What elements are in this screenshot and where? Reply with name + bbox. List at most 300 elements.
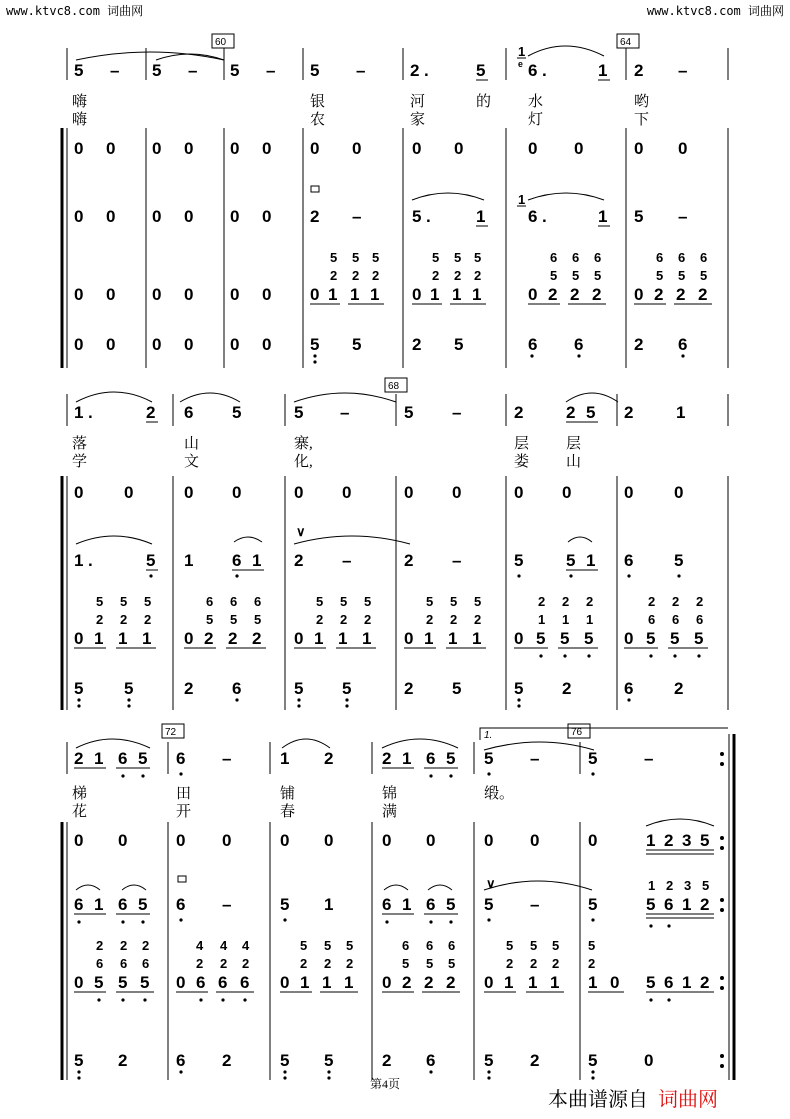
svg-text:1: 1 <box>538 612 546 627</box>
svg-text:1: 1 <box>518 192 526 207</box>
svg-text:1: 1 <box>314 629 324 648</box>
svg-text:6: 6 <box>550 250 558 265</box>
svg-text:6: 6 <box>664 895 674 914</box>
svg-text:5: 5 <box>124 679 134 698</box>
svg-text:河: 河 <box>410 94 426 110</box>
svg-text:0: 0 <box>152 285 162 304</box>
svg-text:5: 5 <box>586 403 596 422</box>
svg-text:3: 3 <box>684 878 692 893</box>
svg-text:2: 2 <box>588 956 596 971</box>
svg-text:6: 6 <box>574 335 584 354</box>
svg-text:5: 5 <box>426 956 434 971</box>
svg-text:6: 6 <box>96 956 104 971</box>
svg-text:2: 2 <box>700 973 710 992</box>
header-left-url[interactable]: www.ktvc8.com 词曲网 <box>6 4 144 18</box>
svg-text:5: 5 <box>330 250 338 265</box>
svg-text:1: 1 <box>324 895 334 914</box>
svg-text:2: 2 <box>412 335 422 354</box>
svg-text:6: 6 <box>648 612 656 627</box>
svg-text:2: 2 <box>404 551 414 570</box>
svg-text:–: – <box>342 551 352 570</box>
svg-text:5: 5 <box>138 895 148 914</box>
svg-text:2: 2 <box>698 285 708 304</box>
svg-text:6: 6 <box>196 973 206 992</box>
svg-text:0: 0 <box>644 1051 654 1070</box>
svg-text:春: 春 <box>280 804 296 820</box>
bar-number-72: 72 <box>165 727 177 738</box>
svg-text:0: 0 <box>74 483 84 502</box>
svg-text:1: 1 <box>430 285 440 304</box>
svg-text:2: 2 <box>300 956 308 971</box>
svg-text:5: 5 <box>280 895 290 914</box>
svg-text:5: 5 <box>646 895 656 914</box>
svg-text:6: 6 <box>232 679 242 698</box>
svg-text:2: 2 <box>454 268 462 283</box>
svg-text:5: 5 <box>146 551 156 570</box>
svg-text:5: 5 <box>588 938 596 953</box>
svg-text:0: 0 <box>184 285 194 304</box>
svg-text:2: 2 <box>674 679 684 698</box>
svg-text:5: 5 <box>474 250 482 265</box>
svg-text:2: 2 <box>252 629 262 648</box>
svg-text:2: 2 <box>648 594 656 609</box>
svg-text:1: 1 <box>118 629 128 648</box>
svg-text:6: 6 <box>426 749 436 768</box>
svg-text:哟: 哟 <box>634 94 650 110</box>
svg-text:2: 2 <box>548 285 558 304</box>
svg-text:0: 0 <box>426 831 436 850</box>
svg-text:1: 1 <box>280 749 290 768</box>
svg-text:锦: 锦 <box>382 786 398 802</box>
svg-text:5: 5 <box>674 551 684 570</box>
svg-text:层: 层 <box>514 436 530 452</box>
svg-text:1: 1 <box>350 285 360 304</box>
svg-text:5: 5 <box>230 612 238 627</box>
svg-text:5: 5 <box>432 250 440 265</box>
svg-text:6: 6 <box>118 749 128 768</box>
svg-text:6: 6 <box>426 895 436 914</box>
svg-text:2: 2 <box>634 335 644 354</box>
svg-text:开: 开 <box>176 804 192 820</box>
svg-text:6: 6 <box>120 956 128 971</box>
svg-text:5: 5 <box>646 973 656 992</box>
svg-text:5: 5 <box>300 938 308 953</box>
svg-text:2: 2 <box>346 956 354 971</box>
svg-text:2: 2 <box>96 938 104 953</box>
svg-text:0: 0 <box>342 483 352 502</box>
svg-text:0: 0 <box>514 483 524 502</box>
svg-text:4: 4 <box>196 938 204 953</box>
svg-text:5: 5 <box>454 335 464 354</box>
svg-text:2: 2 <box>700 895 710 914</box>
svg-text:–: – <box>530 749 540 768</box>
svg-text:1: 1 <box>370 285 380 304</box>
svg-text:–: – <box>222 895 232 914</box>
svg-text:1: 1 <box>142 629 152 648</box>
svg-text:2: 2 <box>538 594 546 609</box>
svg-text:2: 2 <box>566 403 576 422</box>
svg-text:5: 5 <box>670 629 680 648</box>
svg-text:5: 5 <box>352 335 362 354</box>
svg-text:6: 6 <box>118 895 128 914</box>
svg-text:5: 5 <box>316 594 324 609</box>
svg-text:0: 0 <box>574 139 584 158</box>
svg-text:家: 家 <box>410 112 426 128</box>
svg-text:2: 2 <box>372 268 380 283</box>
svg-text:2: 2 <box>242 956 250 971</box>
svg-text:1: 1 <box>562 612 570 627</box>
svg-text:0: 0 <box>528 139 538 158</box>
svg-text:2: 2 <box>228 629 238 648</box>
svg-text:.: . <box>542 61 547 80</box>
svg-text:0: 0 <box>74 629 84 648</box>
svg-text:5: 5 <box>294 403 304 422</box>
svg-text:1: 1 <box>184 551 194 570</box>
svg-text:6: 6 <box>426 938 434 953</box>
svg-text:0: 0 <box>152 335 162 354</box>
svg-text:5: 5 <box>454 250 462 265</box>
svg-text:0: 0 <box>412 285 422 304</box>
svg-text:5: 5 <box>138 749 148 768</box>
svg-text:2: 2 <box>146 403 156 422</box>
svg-text:缎。: 缎。 <box>484 786 515 802</box>
svg-text:6: 6 <box>448 938 456 953</box>
svg-text:0: 0 <box>184 207 194 226</box>
svg-text:1: 1 <box>472 629 482 648</box>
system-3 <box>62 724 734 1080</box>
melody-line-2 <box>74 403 685 422</box>
svg-text:6: 6 <box>700 250 708 265</box>
svg-text:6: 6 <box>656 250 664 265</box>
svg-text:2: 2 <box>530 956 538 971</box>
svg-text:5: 5 <box>206 612 214 627</box>
svg-text:0: 0 <box>184 629 194 648</box>
svg-text:6: 6 <box>232 551 242 570</box>
svg-text:.: . <box>424 61 429 80</box>
svg-text:ᵉ: ᵉ <box>518 58 523 73</box>
svg-text:5: 5 <box>426 594 434 609</box>
svg-text:5: 5 <box>530 938 538 953</box>
svg-text:6: 6 <box>230 594 238 609</box>
svg-text:1: 1 <box>588 973 598 992</box>
lyric-2-3: 花 <box>72 804 88 820</box>
svg-text:2: 2 <box>562 594 570 609</box>
svg-text:5: 5 <box>310 335 320 354</box>
svg-text:2: 2 <box>310 207 320 226</box>
svg-text:6: 6 <box>218 973 228 992</box>
svg-text:2: 2 <box>552 956 560 971</box>
svg-text:寨,: 寨, <box>294 436 313 452</box>
svg-text:5: 5 <box>74 1051 84 1070</box>
svg-text:1: 1 <box>338 629 348 648</box>
svg-text:4: 4 <box>242 938 250 953</box>
svg-text:0: 0 <box>280 973 290 992</box>
bar-number-76: 76 <box>571 727 583 738</box>
svg-text:.: . <box>88 403 93 422</box>
svg-text:–: – <box>452 403 462 422</box>
svg-text:1: 1 <box>648 878 656 893</box>
melody-line-3 <box>74 749 653 768</box>
svg-text:0: 0 <box>118 831 128 850</box>
svg-text:0: 0 <box>624 629 634 648</box>
svg-text:5: 5 <box>514 551 524 570</box>
svg-text:1: 1 <box>586 551 596 570</box>
svg-text:2: 2 <box>654 285 664 304</box>
svg-text:文: 文 <box>184 454 200 470</box>
svg-text:2: 2 <box>696 594 704 609</box>
svg-text:5: 5 <box>364 594 372 609</box>
svg-text:1: 1 <box>550 973 560 992</box>
svg-text:1: 1 <box>598 207 608 226</box>
svg-text:2: 2 <box>330 268 338 283</box>
svg-text:2: 2 <box>220 956 228 971</box>
svg-text:0: 0 <box>310 285 320 304</box>
svg-text:2: 2 <box>120 612 128 627</box>
volta-1: 1. <box>484 730 493 741</box>
svg-text:1: 1 <box>586 612 594 627</box>
svg-text:1: 1 <box>74 403 84 422</box>
svg-text:5: 5 <box>694 629 704 648</box>
svg-text:5: 5 <box>560 629 570 648</box>
svg-text:5: 5 <box>324 1051 334 1070</box>
svg-text:2: 2 <box>324 956 332 971</box>
svg-text:6: 6 <box>696 612 704 627</box>
svg-text:5: 5 <box>536 629 546 648</box>
svg-text:5: 5 <box>74 61 84 80</box>
svg-text:的: 的 <box>476 94 492 110</box>
svg-text:0: 0 <box>562 483 572 502</box>
svg-text:5: 5 <box>584 629 594 648</box>
svg-text:水: 水 <box>528 94 544 110</box>
svg-text:6: 6 <box>672 612 680 627</box>
svg-text:5: 5 <box>484 749 494 768</box>
svg-text:1: 1 <box>682 895 692 914</box>
svg-text:5: 5 <box>324 938 332 953</box>
lyric-2-2: 学 <box>72 454 88 470</box>
svg-text:1: 1 <box>518 44 526 59</box>
svg-text:2: 2 <box>96 612 104 627</box>
svg-text:0: 0 <box>588 831 598 850</box>
svg-text:6: 6 <box>206 594 214 609</box>
svg-text:5: 5 <box>402 956 410 971</box>
svg-text:化,: 化, <box>294 454 313 470</box>
svg-text:6: 6 <box>402 938 410 953</box>
svg-text:5: 5 <box>280 1051 290 1070</box>
svg-text:1: 1 <box>424 629 434 648</box>
svg-text:5: 5 <box>566 551 576 570</box>
svg-text:0: 0 <box>184 483 194 502</box>
svg-text:5: 5 <box>342 679 352 698</box>
svg-text:灯: 灯 <box>528 112 544 128</box>
svg-text:2: 2 <box>562 679 572 698</box>
svg-text:6: 6 <box>176 895 186 914</box>
svg-text:–: – <box>266 61 276 80</box>
svg-text:0: 0 <box>176 973 186 992</box>
svg-text:0: 0 <box>452 483 462 502</box>
svg-text:2: 2 <box>432 268 440 283</box>
svg-text:2: 2 <box>424 973 434 992</box>
svg-text:–: – <box>644 749 654 768</box>
svg-text:层: 层 <box>566 436 582 452</box>
svg-text:5: 5 <box>452 679 462 698</box>
svg-text:0: 0 <box>528 285 538 304</box>
svg-text:6: 6 <box>624 679 634 698</box>
svg-text:0: 0 <box>222 831 232 850</box>
svg-text:5: 5 <box>484 1051 494 1070</box>
svg-text:5: 5 <box>94 973 104 992</box>
svg-text:∨: ∨ <box>486 876 496 891</box>
svg-text:6: 6 <box>176 749 186 768</box>
svg-text:1: 1 <box>300 973 310 992</box>
svg-text:0: 0 <box>106 335 116 354</box>
svg-text:0: 0 <box>352 139 362 158</box>
svg-text:5: 5 <box>294 679 304 698</box>
svg-text:5: 5 <box>646 629 656 648</box>
header-right-url[interactable]: www.ktvc8.com 词曲网 <box>646 4 784 18</box>
svg-text:0: 0 <box>262 285 272 304</box>
svg-text:2: 2 <box>666 878 674 893</box>
svg-text:2: 2 <box>450 612 458 627</box>
svg-text:5: 5 <box>506 938 514 953</box>
svg-text:2: 2 <box>382 749 392 768</box>
svg-text:2: 2 <box>294 551 304 570</box>
svg-text:0: 0 <box>634 285 644 304</box>
svg-text:1: 1 <box>598 61 608 80</box>
svg-text:2: 2 <box>446 973 456 992</box>
bar-number-68: 68 <box>388 381 400 392</box>
svg-text:1: 1 <box>322 973 332 992</box>
source-footer <box>548 1083 718 1112</box>
svg-text:5: 5 <box>152 61 162 80</box>
svg-text:2: 2 <box>222 1051 232 1070</box>
svg-text:0: 0 <box>124 483 134 502</box>
svg-text:5: 5 <box>476 61 486 80</box>
svg-text:5: 5 <box>700 268 708 283</box>
svg-text:2: 2 <box>624 403 634 422</box>
svg-text:–: – <box>356 61 366 80</box>
svg-text:6: 6 <box>624 551 634 570</box>
svg-text:0: 0 <box>610 973 620 992</box>
svg-text:–: – <box>340 403 350 422</box>
svg-text:农: 农 <box>310 112 326 128</box>
melody-line-1 <box>74 44 687 80</box>
svg-text:–: – <box>530 895 540 914</box>
svg-text:6: 6 <box>678 335 688 354</box>
source-text: 本曲谱源自 <box>548 1089 648 1111</box>
svg-text:0: 0 <box>262 207 272 226</box>
svg-text:5: 5 <box>412 207 422 226</box>
svg-text:5: 5 <box>74 679 84 698</box>
svg-text:6: 6 <box>664 973 674 992</box>
svg-text:5: 5 <box>232 403 242 422</box>
svg-text:0: 0 <box>484 973 494 992</box>
svg-text:0: 0 <box>678 139 688 158</box>
svg-text:2: 2 <box>120 938 128 953</box>
svg-text:–: – <box>110 61 120 80</box>
svg-text:0: 0 <box>230 335 240 354</box>
svg-text:1: 1 <box>94 629 104 648</box>
svg-text:0: 0 <box>634 139 644 158</box>
lyric-2-1: 嗨 <box>72 112 88 128</box>
source-brand[interactable]: 词曲网 <box>658 1089 718 1111</box>
svg-text:6: 6 <box>678 250 686 265</box>
svg-text:0: 0 <box>262 335 272 354</box>
svg-text:5: 5 <box>310 61 320 80</box>
svg-text:山: 山 <box>566 454 582 470</box>
svg-text:0: 0 <box>74 139 84 158</box>
svg-text:田: 田 <box>176 786 192 802</box>
svg-text:5: 5 <box>446 749 456 768</box>
svg-text:5: 5 <box>140 973 150 992</box>
svg-text:.: . <box>88 551 93 570</box>
svg-text:5: 5 <box>572 268 580 283</box>
svg-text:1: 1 <box>402 749 412 768</box>
svg-text:2: 2 <box>142 938 150 953</box>
svg-text:2: 2 <box>196 956 204 971</box>
svg-text:6: 6 <box>426 1051 436 1070</box>
svg-text:6: 6 <box>572 250 580 265</box>
svg-text:0: 0 <box>230 207 240 226</box>
svg-text:5: 5 <box>594 268 602 283</box>
svg-text:2: 2 <box>340 612 348 627</box>
svg-text:2: 2 <box>426 612 434 627</box>
svg-text:山: 山 <box>184 436 200 452</box>
svg-text:0: 0 <box>382 973 392 992</box>
svg-text:3: 3 <box>682 831 692 850</box>
svg-text:1: 1 <box>504 973 514 992</box>
svg-text:6: 6 <box>594 250 602 265</box>
svg-text:0: 0 <box>454 139 464 158</box>
svg-text:0: 0 <box>530 831 540 850</box>
svg-text:2: 2 <box>316 612 324 627</box>
svg-text:6: 6 <box>176 1051 186 1070</box>
svg-text:2: 2 <box>364 612 372 627</box>
svg-text:5: 5 <box>120 594 128 609</box>
svg-text:.: . <box>426 207 431 226</box>
svg-text:2: 2 <box>324 749 334 768</box>
svg-text:0: 0 <box>184 139 194 158</box>
svg-text:0: 0 <box>152 139 162 158</box>
svg-text:2: 2 <box>676 285 686 304</box>
lyric-1-3: 梯 <box>72 786 88 802</box>
svg-text:0: 0 <box>674 483 684 502</box>
svg-text:1: 1 <box>328 285 338 304</box>
svg-text:2: 2 <box>514 403 524 422</box>
svg-text:0: 0 <box>294 483 304 502</box>
svg-text:0: 0 <box>624 483 634 502</box>
svg-text:0: 0 <box>404 629 414 648</box>
svg-text:0: 0 <box>152 207 162 226</box>
svg-text:5: 5 <box>352 250 360 265</box>
svg-text:–: – <box>188 61 198 80</box>
svg-text:1: 1 <box>682 973 692 992</box>
svg-text:0: 0 <box>232 483 242 502</box>
svg-text:0: 0 <box>74 285 84 304</box>
svg-text:5: 5 <box>702 878 710 893</box>
svg-text:6: 6 <box>184 403 194 422</box>
svg-text:1: 1 <box>344 973 354 992</box>
svg-text:2: 2 <box>352 268 360 283</box>
svg-text:0: 0 <box>230 139 240 158</box>
svg-text:1: 1 <box>94 749 104 768</box>
bar-number-64: 64 <box>620 37 632 48</box>
svg-text:0: 0 <box>74 973 84 992</box>
lyric-1-1: 嗨 <box>72 94 88 110</box>
svg-text:2: 2 <box>144 612 152 627</box>
svg-text:5: 5 <box>118 973 128 992</box>
svg-text:6: 6 <box>74 895 84 914</box>
svg-text:5: 5 <box>634 207 644 226</box>
